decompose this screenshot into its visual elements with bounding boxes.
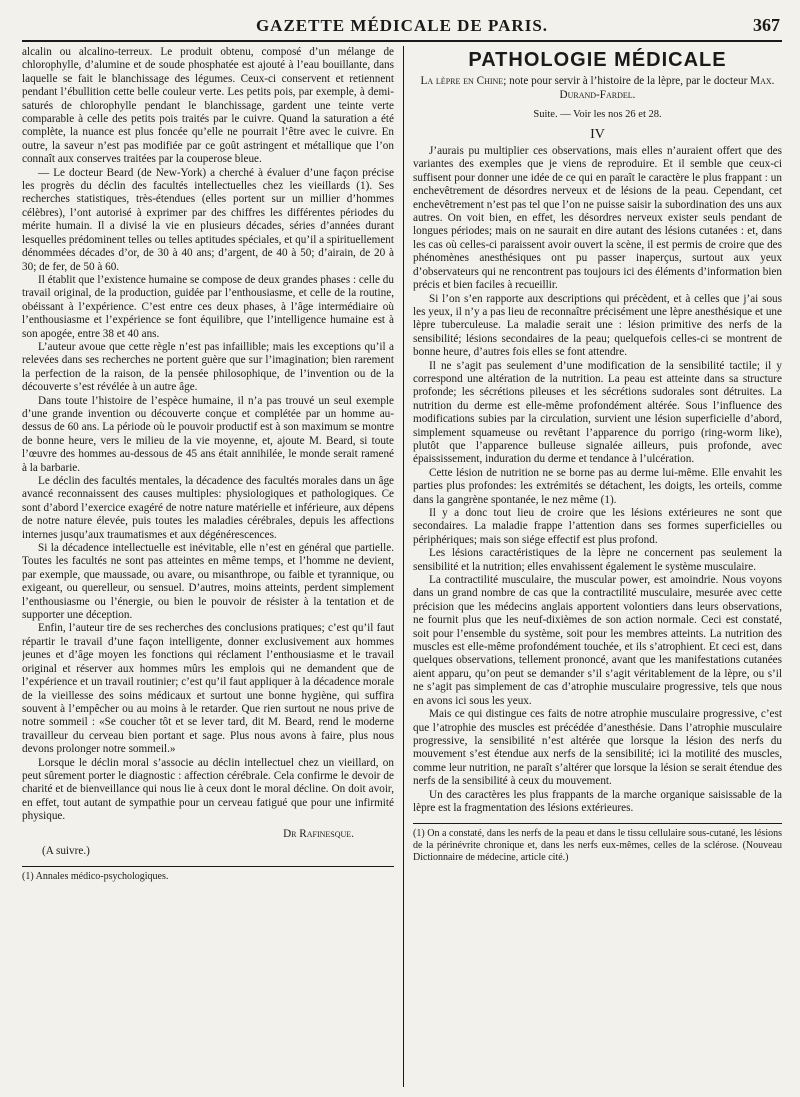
paragraph: — Le docteur Beard (de New-York) a cherché à évaluer d’une façon précise les progrès du déclin des facultés intellectuelles chez les vieillards (1). Ses recherches statistiques, très-étendues (elles portent sur un millier d’hommes célèbres), l’ont autorisé à exprimer par des chiffres les différentes périodes du mérite humain. Il a divisé la vie en plusieurs décades, séries d’années durant lesquelles prédominent telles ou telles aptitudes spéciales, et qu’il a spirituellement dénommées décades d’or, de 30 à 40 ans; d’argent, de 40 à 50; d’airain, de 20 à 30; de fer, de 50 à 60. [22,166,394,273]
article-title-lead: La lèpre en Chine [420,75,504,88]
paragraph: La contractilité musculaire, the muscular power, est amoindrie. Nous voyons dans un grand nombre de cas que la contractilité musculaire, mesurée avec cette précision que les médecins anglais apportent volontiers dans leurs observations, ne fournit plus que les neuf-dixièmes de son action normale. Ceci est constaté, soit pour l’ensemble du système, soit pour les membres atteints. La nutrition des muscles est elle-même profondément touchée, et ils s’atrophient. Et ceci est, dans quelques observations, tellement prononcé, avant que les manifestations cutanées aient apparu, qu’on peut se demander s’il s’agit véritablement de la lèpre, ou s’il ne s’agit pas simplement de cas d’atrophie musculaire progressive, tels que nous en avons ici sous les yeux. [413,574,782,707]
column-divider [403,46,404,1087]
paragraph: Dans toute l’histoire de l’espèce humaine, il n’a pas trouvé un seul exemple d’une grande invention ou découverte conçue et complétée par un homme au-dessus de 60 ans. La période où le pouvoir productif est à son maximum se montre de bonne heure, vers le milieu de la vie moyenne, et, ajoute M. Beard, si toute l’œuvre des hommes au-dessous de 45 ans était annihilée, le monde serait ramené à la barbarie. [22,394,394,474]
article-title [413,75,782,102]
footnote: (1) On a constaté, dans les nerfs de la peau et dans le tissu cellulaire sous-cutané, les lésions de la périnévrite chronique et, dans les nerfs eux-mêmes, celles de la sclérose. (Nouveau Dictionnaire de médecine, article cité.) [413,828,782,864]
paragraph: Lorsque le déclin moral s’associe au déclin intellectuel chez un vieillard, on peut sûrement porter le diagnostic : affection cérébrale. Cela confirme le devoir de charité et de bienveillance qui nous lie à ceux dont le moral décline. On doit avoir, en effet, tout autant de sympathie pour un cerveau fatigué que pour une infirmité physique. [22,756,394,823]
paragraph: Si la décadence intellectuelle est inévitable, elle n’est en général que partielle. Toutes les facultés ne sont pas atteintes en même temps, et l’homme ne devient, par exemple, que maussade, ou avare, ou misanthrope, ou faible et tyrannique, ou exigeant, ou querelleur, ou sensuel. D’autres, moins atteints, perdent simplement l’enthousiasme ou l’énergie, ou bien le pouvoir de résister à la tentation et de supporter une déception. [22,542,394,622]
footnote-divider [413,823,782,824]
paragraph: Mais ce qui distingue ces faits de notre atrophie musculaire progressive, c’est que l’atrophie des muscles est précédée d’anesthésie. Dans l’atrophie musculaire progressive, la sensibilité n’est altérée que lorsque la lésion des nerfs du mouvement s’est étendue aux nerfs de la sensibilité; ici la motilité des muscles, comme leur nutrition, ne paraît s’altérer que lorsque la lésion se serait étendue des nerfs de la sensibilité à ceux du mouvement. [413,708,782,788]
page-number: 367 [753,15,780,35]
section-title: PATHOLOGIE MÉDICALE [468,49,727,71]
paragraph: Il y a donc tout lieu de croire que les lésions extérieures ne sont que secondaires. La maladie frappe l’attention dans ses formes superficielles ou périphériques; mais son siége effectif est plus profond. [413,507,782,546]
article-title-rest: ; note pour servir à l’histoire de la lèpre, par le docteur [503,75,751,88]
paragraph: Le déclin des facultés mentales, la décadence des facultés morales dans un âge avancé reconnaissent des causes multiples: physiologiques et pathologiques. Ce sont d’abord l’exercice exagéré de notre nature matérielle et inférieure, aux dépens de notre nature élevée, puis toutes les maladies cérébrales, depuis les affections internes jusqu’aux traumatismes et aux dégénérescences. [22,475,394,541]
left-column [22,46,394,1089]
paragraph: J’aurais pu multiplier ces observations, mais elles n’auraient offert que des variantes des exemples que je viens de reproduire. Et il semble que ceux-ci suffisent pour donner une idée de ce qui en paraît le caractère le plus frappant : un enchevêtrement de désordres nerveux et de lésions de la peau. Cependant, cet enchevêtrement n’est pas tel que l’on ne puisse saisir la subordination des uns aux autres. On voit bien, en effet, les désordres nerveux exister seuls pendant de longues périodes; mais on ne saurait en dire autant des lésions cutanées : et, dans les cas où celles-ci paraissent avoir ouvert la scène, il est permis de croire que des phénomènes anesthésiques ont pu passer inaperçus, surtout aux yeux d’observateurs qui ne rencontrent pas toujours ici des éléments d’information bien précis et bien faciles à recueillir. [413,145,782,292]
paragraph: Si l’on s’en rapporte aux descriptions qui précèdent, et à celles que j’ai sous les yeux, il n’y a pas lieu de reconnaître précisément une lèpre anesthésique et une lèpre tuberculeuse. La maladie serait une : lésion primitive des nerfs de la sensibilité; lésions secondaires de la peau; quelquefois celles-ci se montrent de bonne heure, d’autres fois elles se font attendre. [413,292,782,359]
page-header [22,14,782,42]
paragraph: Un des caractères les plus frappants de la marche organique saisissable de la lèpre est la fragmentation des lésions extérieures. [413,788,782,814]
paragraph: Il établit que l’existence humaine se compose de deux grandes phases : celle du travail original, de la production, guidée par l’enthousiasme, et celle de la routine, obéissant à l’expérience. C’est entre ces deux phases, à l’âge intermédiaire où l’enthousiasme et l’expérience se font équilibre, que l’intelligence humaine est à son apogée, entre 38 et 40 ans. [22,273,394,340]
paragraph: Enfin, l’auteur tire de ses recherches des conclusions pratiques; c’est qu’il faut répartir le travail d’une façon intelligente, donner exclusivement aux hommes jeunes et d’âge moyen les fonctions qui réclament l’enthousiasme et le travail original et réserver aux hommes mûrs les emplois qui ne demandent que de l’expérience et un travail routinier; c’est qu’il faut appliquer à la décadence morale de la vieillesse des soins médicaux et surtout une bonne hygiène, qui suffira souvent à l’empêcher ou au moins à le retarder. Que rien surtout ne nous prive de notre sommeil : «Se coucher tôt et se lever tard, dit M. Beard, rend le moderne travailleur du cerveau bien portant et sage. Plus nous avons à faire, plus nous devons prolonger notre sommeil.» [22,622,394,756]
footnote: (1) Annales médico-psychologiques. [22,871,169,883]
sequel-note: Suite. — Voir les nos 26 et 28. [533,109,662,121]
footnote-divider [22,866,394,867]
paragraph: Il ne s’agit pas seulement d’une modification de la sensibilité tactile; il y correspond une altération de la nutrition. La peau est atteinte dans sa structure profonde; les sécrétions pileuses et les sécrétions sudorales sont détruites. La nutrition du derme est elle-même profondément altérée. Sous l’influence des modifications subies par la circulation, survient une lésion superficielle d’abord, simplement squameuse ou revêtant l’apparence du porrigo (ring-worm like), plutôt que l’apparence bulleuse signalée ailleurs, puis profonde, avec épaississement, induration du derme et tendance à l’ulcération. [413,359,782,466]
paragraph: alcalin ou alcalino-terreux. Le produit obtenu, composé d’un mélange de chlorophylle, d’alumine et de soude phosphatée est ajouté à l’eau bouillante, dans laquelle se fait le blanchissage des légumes. Ceux-ci conservent et retiennent pendant l’ébullition cette belle couleur verte. Les petits pois, par exemple, à demi-saturés de chlorophylle pendant le blanchissage, gardent une teinte verte comparable à celle des petits pois traités par le cuivre. Quand la saturation a été complète, la nuance est plus foncée qu’elle ne pourrait l’être avec le cuivre. En outre, la saveur n’est pas modifiée par ce goût astringent et métallique que l’on connaît aux conserves traitées par la couperose bleue. [22,46,394,166]
paragraph: Cette lésion de nutrition ne se borne pas au derme lui-même. Elle envahit les parties plus profondes: les extrémités se détachent, les doigts, les orteils, comme dans la gangrène spontanée, le nez même (1). [413,466,782,506]
to-follow-note: (A suivre.) [42,844,90,857]
signature: Dr Rafinesque. [283,827,354,840]
article-author: Max. Durand-Fardel. [559,75,775,101]
right-column [413,46,782,1089]
section-number: IV [590,126,605,142]
paragraph: Les lésions caractéristiques de la lèpre ne concernent pas seulement la sensibilité et la nutrition; elles envahissent également le système musculaire. [413,547,782,573]
journal-title: GAZETTE MÉDICALE DE PARIS. [255,16,549,35]
paragraph: L’auteur avoue que cette règle n’est pas infaillible; mais les exceptions qu’il a relevées dans ses recherches ne portent guère que sur l’imagination; bien rarement la perfection de la raison, de la pensée philosophique, de l’invention ou de la découverte s’est révélée à un autre âge. [22,340,394,394]
